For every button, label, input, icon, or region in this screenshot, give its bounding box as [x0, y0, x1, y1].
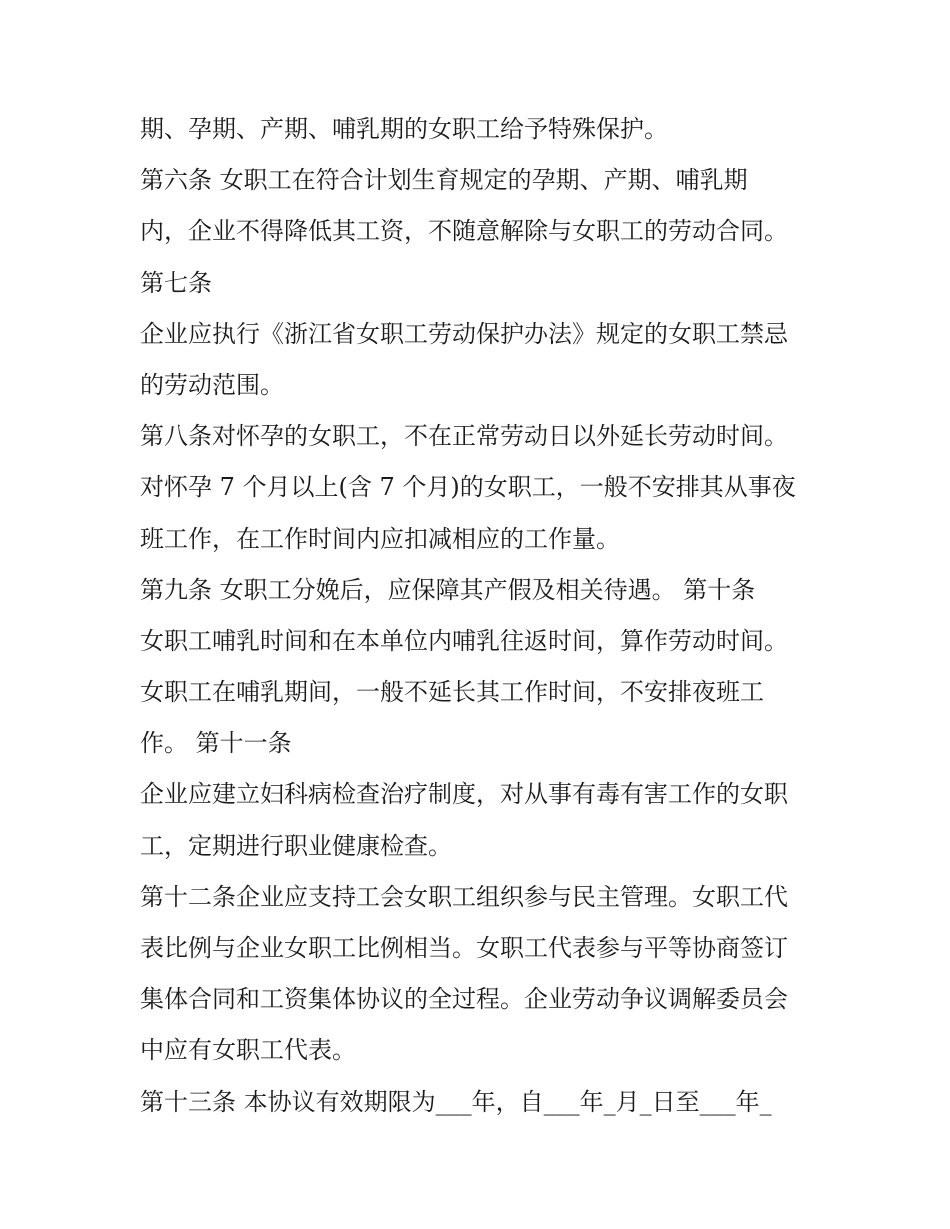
text-line: 中应有女职工代表。 — [140, 1036, 356, 1065]
text-line: 期、孕期、产期、哺乳期的女职工给予特殊保护。 — [140, 115, 668, 143]
text-line: 企业应执行《浙江省女职工劳动保护办法》规定的女职工禁忌 — [140, 319, 788, 348]
text-line: 内，企业不得降低其工资，不随意解除与女职工的劳动合同。 — [140, 217, 788, 246]
text-line: 对怀孕 7 个月以上(含 7 个月)的女职工，一般不安排其从事夜 — [140, 473, 796, 502]
text-line: 女职工哺乳时间和在本单位内哺乳往返时间，算作劳动时间。 — [140, 626, 788, 655]
text-line: 表比例与企业女职工比例相当。女职工代表参与平等协商签订 — [140, 934, 788, 962]
text-line: 第十二条企业应支持工会女职工组织参与民主管理。女职工代 — [140, 882, 788, 911]
text-line: 工，定期进行职业健康检查。 — [140, 831, 452, 860]
text-line: 第九条 女职工分娩后，应保障其产假及相关待遇。 第十条 — [140, 575, 756, 604]
document-body — [140, 109, 830, 1133]
text-line: 企业应建立妇科病检查治疗制度，对从事有毒有害工作的女职 — [140, 780, 788, 809]
text-line: 班工作，在工作时间内应扣减相应的工作量。 — [140, 524, 620, 553]
text-line: 第十三条 本协议有效期限为___年，自___年_月_日至___年_ — [140, 1087, 772, 1116]
text-line: 的劳动范围。 — [140, 370, 284, 399]
text-line: 第八条对怀孕的女职工，不在正常劳动日以外延长劳动时间。 — [140, 422, 788, 451]
text-line: 女职工在哺乳期间，一般不延长其工作时间，不安排夜班工 — [140, 678, 764, 707]
text-line: 第六条 女职工在符合计划生育规定的孕期、产期、哺乳期 — [140, 166, 748, 195]
text-line: 第七条 — [140, 268, 212, 297]
text-line: 集体合同和工资集体协议的全过程。企业劳动争议调解委员会 — [140, 985, 788, 1014]
text-line: 作。 第十一条 — [140, 729, 292, 758]
